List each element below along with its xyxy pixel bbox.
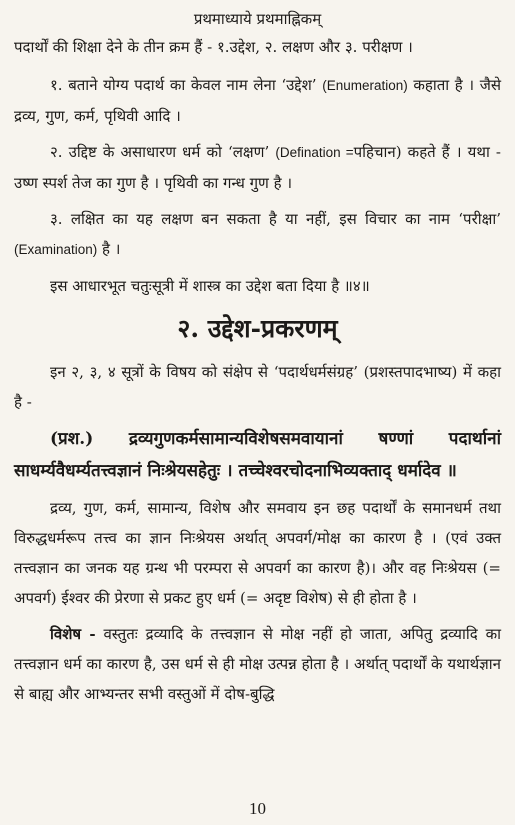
item-text: ३. लक्षित का यह लक्षण बन सकता है या नहीं, इस विचार का नाम ‘परीक्षा’: [50, 210, 501, 228]
vishesh-paragraph: [14, 619, 501, 709]
section-heading: २. उद्देश-प्रकरणम्: [177, 314, 338, 343]
section-intro: इन २, ३, ४ सूत्रों के विषय को संक्षेप से ‘पदार्थधर्मसंग्रह’ (प्रशस्तपादभाष्य) में कहा है -: [14, 363, 501, 411]
intro-line: पदार्थों की शिक्षा देने के तीन क्रम हैं - १.उद्देश, २. लक्षण और ३. परीक्षण ।: [14, 38, 413, 56]
explanation-paragraph: द्रव्य, गुण, कर्म, सामान्य, विशेष और समवाय इन छह पदार्थों के समानधर्म तथा विरुद्धधर्मरूप तत्त्व का ज्ञान निःश्रेयस अर्थात् अपवर्ग/मोक्ष का कारण है । (एवं उक्त तत्त्वज्ञान का जनक यह ग्रन्थ भी परम्परा से अपवर्ग का कारण है)। और वह निःश्रेयस (= अपवर्ग) ईश्वर की प्रेरणा से प्रकट हुए धर्म (= अदृष्ट विशेष) से ही होता है ।: [14, 499, 501, 607]
item-enumeration: [14, 70, 501, 131]
item-definition: [14, 137, 501, 198]
running-head: प्रथमाध्याये प्रथमाह्निकम्: [193, 10, 322, 28]
summary-line: इस आधारभूत चतुःसूत्री में शास्त्र का उद्देश बता दिया है ॥४॥: [50, 277, 370, 295]
item-text: कहाता है । जैसे द्रव्य, गुण, कर्म, पृथिवी आदि ।: [14, 76, 501, 125]
english-term: (Defination =: [275, 145, 354, 160]
page-number: 10: [249, 799, 266, 818]
item-text: १. बताने योग्य पदार्थ का केवल नाम लेना ‘उद्देश’: [50, 76, 323, 94]
english-term: (Enumeration): [322, 78, 408, 93]
item-text: है ।: [97, 240, 121, 258]
vishesh-label: विशेष -: [50, 625, 96, 643]
sutra-verse: (प्रश.) द्रव्यगुणकर्मसामान्यविशेषसमवायानां षण्णां पदार्थानां साधर्म्यवैधर्म्यतत्त्वज्ञानं निःश्रेयसहेतुः । तच्चेश्वरचोदनाभिव्यक्ताद् धर्मादेव ॥: [14, 429, 501, 481]
vishesh-text: वस्तुतः द्रव्यादि के तत्त्वज्ञान से मोक्ष नहीं हो जाता, अपितु द्रव्यादि का तत्त्वज्ञान धर्म का कारण है, उस धर्म से ही मोक्ष उत्पन्न होता है । अर्थात् पदार्थों के यथार्थज्ञान से बाह्य और आभ्यन्तर सभी वस्तुओं में दोष-बुद्धि: [14, 625, 501, 703]
english-term: (Examination): [14, 242, 98, 257]
item-text: २. उद्दिष्ट के असाधारण धर्म को ‘लक्षण’: [50, 143, 276, 161]
item-examination: [14, 204, 501, 265]
item-text: पहिचान) कहते हैं । यथा - उष्ण स्पर्श तेज का गुण है । पृथिवी का गन्ध गुण है ।: [14, 143, 501, 192]
